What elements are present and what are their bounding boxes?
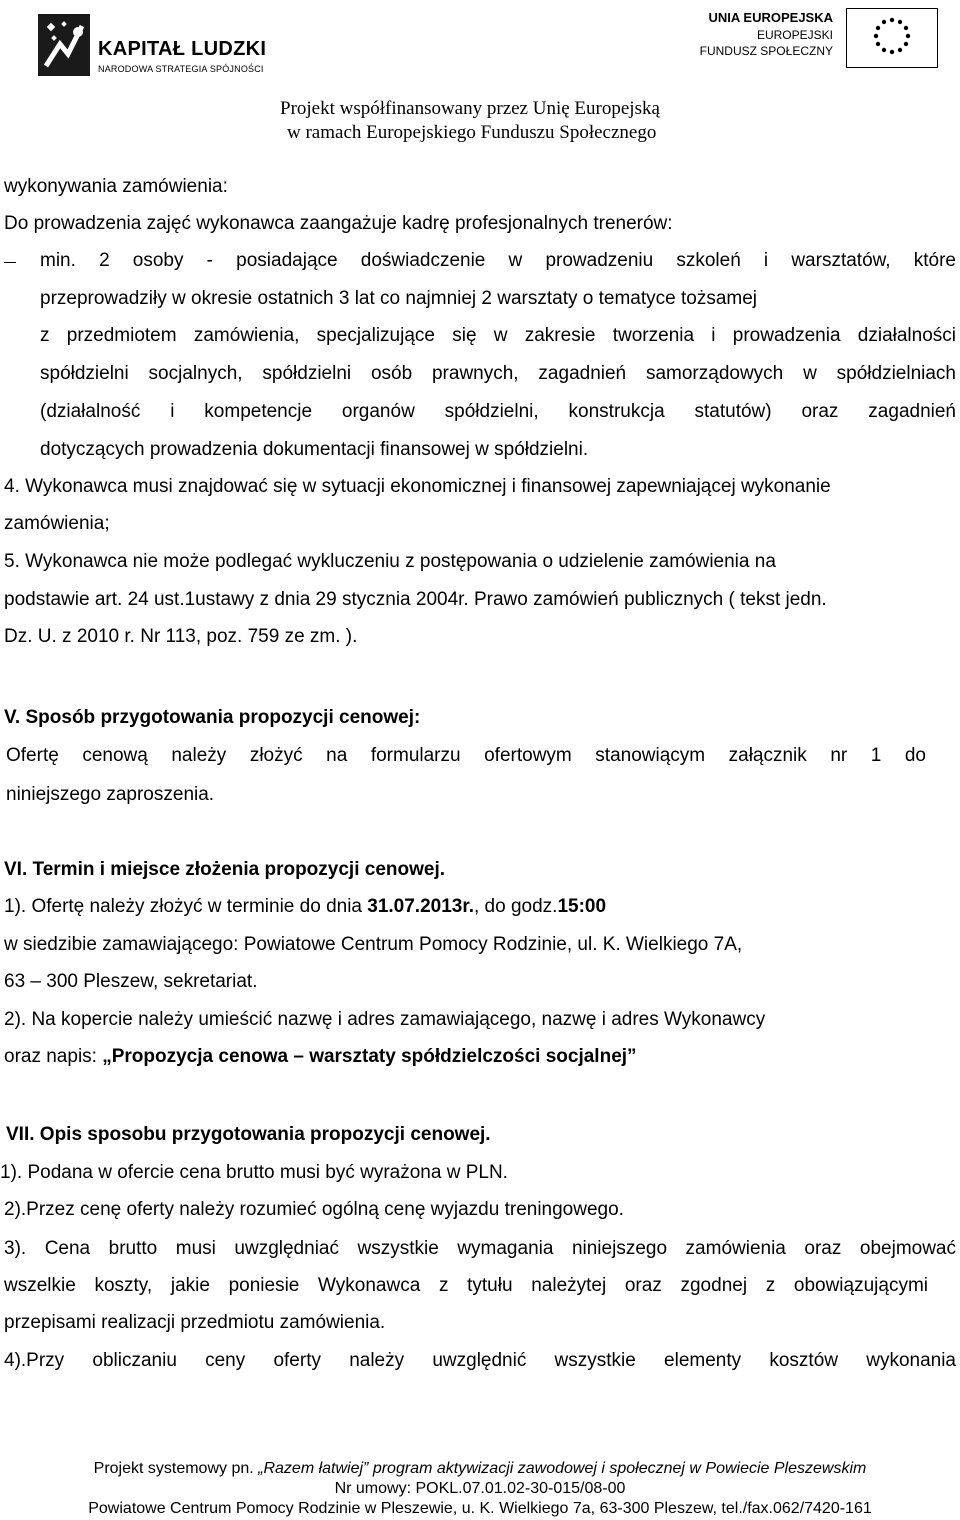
section-number: V. [4,707,21,728]
footer-project-prefix: Projekt systemowy pn. [93,1460,259,1477]
text-line: Dz. U. z 2010 r. Nr 113, poz. 759 ze zm. ). [4,626,358,647]
eu-line1: UNIA EUROPEJSKA [708,10,833,25]
section-heading-vi [4,858,445,882]
deadline-text: 1). Ofertę należy złożyć w terminie do dnia [4,896,368,917]
deadline-date: 31.07.2013r. [367,896,474,917]
text-line: 5. Wykonawca nie może podlegać wykluczeniu z postępowania o udzielenie zamówienia na [4,551,776,572]
text-line: 2).Przez cenę oferty należy rozumieć ogólną cenę wyjazdu treningowego. [4,1199,624,1220]
text-line: przepisami realizacji przedmiotu zamówienia. [4,1312,386,1333]
text-line: wykonywania zamówienia: [4,176,228,197]
deadline-hour: 15:00 [557,896,607,917]
envelope-inscription: „Propozycja cenowa – warsztaty spółdzielczości socjalnej” [102,1046,637,1067]
text-line: spółdzielni socjalnych, spółdzielni osób prawnych, zagadnień samorządowych w spółdzielniach [40,363,956,384]
text-line: w siedzibie zamawiającego: Powiatowe Centrum Pomocy Rodzinie, ul. K. Wielkiego 7A, [4,934,743,955]
deadline-text-hour: , do godz. [473,896,558,917]
section-heading-vii [6,1123,491,1147]
section-number: VI. [4,859,28,880]
eu-logo [700,8,940,72]
text-line: podstawie art. 24 ust.1ustawy z dnia 29 stycznia 2004r. Prawo zamówień publicznych ( tekst jedn. [4,589,827,610]
text-line: 2). Na kopercie należy umieścić nazwę i adres zamawiającego, nazwę i adres Wykonawcy [4,1009,766,1030]
kapital-ludzki-subtitle: NARODOWA STRATEGIA SPÓJNOŚCI [98,64,264,74]
text-line: wszelkie koszty, jakie poniesie Wykonawca z tytułu należytej oraz zgodnej z obowiązującymi [4,1275,928,1296]
section-number: VII. [6,1124,35,1145]
text-line: Do prowadzenia zajęć wykonawca zaangażuje kadrę profesjonalnych trenerów: [4,213,673,234]
footer-project-name: „Razem łatwiej” program aktywizacji zawodowej i społecznej w Powiecie Pleszewskim [258,1460,867,1477]
text-line: 4. Wykonawca musi znajdować się w sytuacji ekonomicznej i finansowej zapewniającej wykonanie [4,476,831,497]
kapital-ludzki-title: KAPITAŁ LUDZKI [98,38,267,60]
kapital-ludzki-logo [38,14,268,80]
text-line: dotyczących prowadzenia dokumentacji finansowej w spółdzielni. [40,439,589,460]
text-line: Ofertę cenową należy złożyć na formularzu ofertowym stanowiącym załącznik nr 1 do [6,745,926,766]
text-line: 1). Podana w ofercie cena brutto musi być wyrażona w PLN. [0,1162,508,1183]
text-line: 4).Przy obliczaniu ceny oferty należy uwzględnić wszystkie elementy kosztów wykonania [4,1350,956,1371]
eu-line2: EUROPEJSKI [756,28,833,42]
kapital-ludzki-emblem-icon [38,14,90,76]
text-line: (działalność i kompetencje organów spółdzielni, konstrukcja statutów) oraz zagadnień [40,401,956,422]
text-line: 3). Cena brutto musi uwzględniać wszystkie wymagania niniejszego zamówienia oraz obejmować [4,1238,956,1259]
footer-address: Powiatowe Centrum Pomocy Rodzinie w Pleszewie, u. K. Wielkiego 7a, 63-300 Pleszew, tel./fax.062/7420-161 [88,1500,872,1517]
section-title: Termin i miejsce złożenia propozycji cenowej. [32,859,446,880]
text-line: przeprowadziły w okresie ostatnich 3 lat co najmniej 2 warsztaty o tematyce tożsamej [40,288,758,309]
footer-contract-number: Nr umowy: POKL.07.01.02-30-015/08-00 [334,1480,626,1497]
footer-project-line [0,1459,960,1478]
section-title: Opis sposobu przygotowania propozycji cenowej. [39,1124,491,1145]
section-title: Sposób przygotowania propozycji cenowej: [25,707,421,728]
text-line: min. 2 osoby - posiadające doświadczenie w prowadzeniu szkoleń i warsztatów, które [40,250,956,271]
eu-line3: FUNDUSZ SPOŁECZNY [699,44,833,58]
envelope-text: oraz napis: [4,1046,103,1067]
text-line: niniejszego zaproszenia. [6,784,215,805]
deadline-line [4,895,606,919]
project-cofinanced-line: Projekt współfinansowany przez Unię Europejską [280,98,660,119]
text-line: z przedmiotem zamówienia, specjalizujące się w zakresie tworzenia i prowadzenia działalności [40,325,956,346]
section-heading-v [4,706,420,730]
text-line: 63 – 300 Pleszew, sekretariat. [4,971,258,992]
envelope-line [4,1045,637,1069]
list-dash [4,262,16,263]
eu-flag-icon [846,8,938,68]
project-efs-line: w ramach Europejskiego Funduszu Społecznego [287,122,657,143]
text-line: zamówienia; [4,513,110,534]
